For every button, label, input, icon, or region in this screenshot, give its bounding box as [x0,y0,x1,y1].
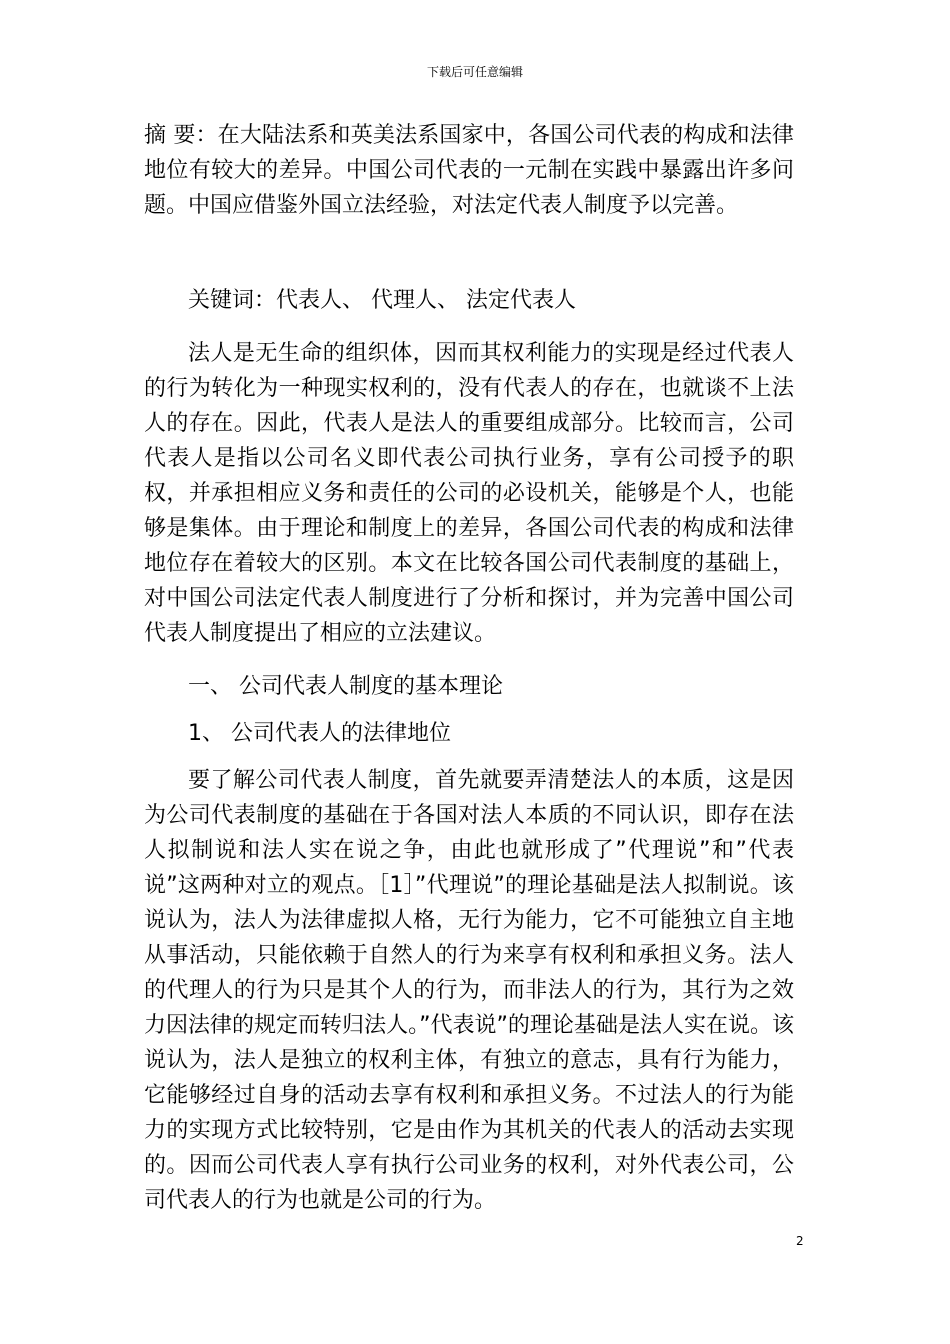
page-number: 2 [796,1234,804,1248]
body-paragraph: 要了解公司代表人制度，首先就要弄清楚法人的本质，这是因为公司代表制度的基础在于各国对法人本质的不同认识，即存在法人拟制说和法人实在说之争，由此也就形成了”代理说”和”代表说”这两种对立的观点。［1］”代理说”的理论基础是法人拟制说。该说认为，法人为法律虚拟人格，无行为能力，它不可能独立自主地从事活动，只能依赖于自然人的行为来享有权利和承担义务。法人的代理人的行为只是其个人的行为，而非法人的行为，其行为之效力因法律的规定而转归法人。”代表说”的理论基础是法人实在说。该说认为，法人是独立的权利主体，有独立的意志，具有行为能力，它能够经过自身的活动去享有权利和承担义务。不过法人的行为能力的实现方式比较特别，它是由作为其机关的代表人的活动去实现的。因而公司代表人享有执行公司业务的权利，对外代表公司，公司代表人的行为也就是公司的行为。 [144,768,794,1213]
page-header: 下载后可任意编辑 [426,65,523,79]
abstract-paragraph: 摘 要：在大陆法系和英美法系国家中，各国公司代表的构成和法律地位有较大的差异。中国公司代表的一元制在实践中暴露出许多问题。中国应借鉴外国立法经验，对法定代表人制度予以完善。 [144,123,794,218]
document-body [144,118,794,1218]
subsection-heading: 1、 公司代表人的法律地位 [188,721,451,746]
keywords-line: 关键词：代表人、 代理人、 法定代表人 [188,288,576,313]
intro-paragraph: 法人是无生命的组织体，因而其权利能力的实现是经过代表人的行为转化为一种现实权利的，没有代表人的存在，也就谈不上法人的存在。因此，代表人是法人的重要组成部分。比较而言，公司代表人是指以公司名义即代表公司执行业务，享有公司授予的职权，并承担相应义务和责任的公司的必设机关，能够是个人，也能够是集体。由于理论和制度上的差异，各国公司代表的构成和法律地位存在着较大的区别。本文在比较各国公司代表制度的基础上，对中国公司法定代表人制度进行了分析和探讨，并为完善中国公司代表人制度提出了相应的立法建议。 [144,341,794,646]
section-heading: 一、 公司代表人制度的基本理论 [188,674,503,699]
